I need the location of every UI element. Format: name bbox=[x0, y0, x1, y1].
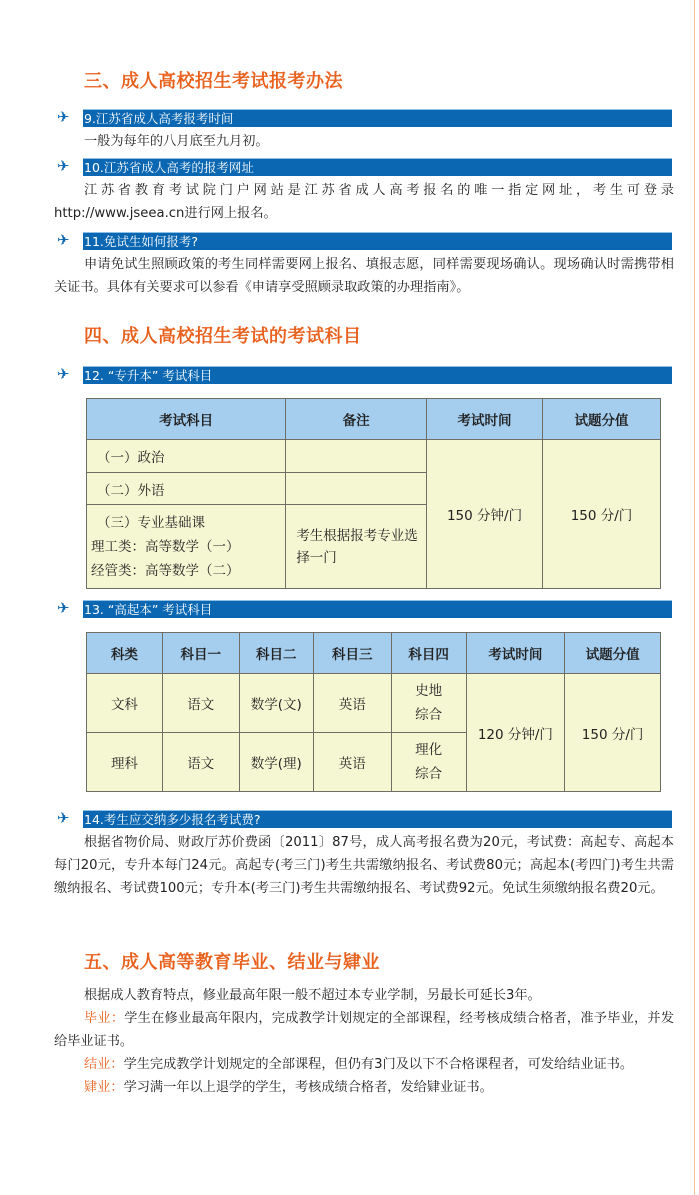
table-header: 试题分值 bbox=[565, 633, 661, 674]
subject4-cell bbox=[391, 674, 466, 733]
subject1-cell: 语文 bbox=[162, 733, 239, 792]
airplane-arrow-icon: ✈ bbox=[57, 157, 70, 175]
subject-cell bbox=[87, 505, 286, 589]
note-cell bbox=[286, 440, 427, 473]
table-header: 科目二 bbox=[239, 633, 313, 674]
table-header: 科类 bbox=[87, 633, 163, 674]
airplane-arrow-icon: ✈ bbox=[57, 809, 70, 827]
time-cell: 150 分钟/门 bbox=[427, 440, 543, 589]
question-bar-9 bbox=[83, 109, 672, 127]
question-label: 11.免试生如何报考? bbox=[84, 234, 199, 249]
question-label: 9.江苏省成人高考报考时间 bbox=[84, 111, 234, 126]
table-header: 考试时间 bbox=[427, 399, 543, 440]
answer-10: 江苏省教育考试院门户网站是江苏省成人高考报名的唯一指定网址，考生可登录http://www.jseea.cn进行网上报名。 bbox=[54, 183, 674, 221]
section-title-4: 四、成人高校招生考试的考试科目 bbox=[84, 326, 362, 347]
table-header: 考试时间 bbox=[466, 633, 565, 674]
subject-line: 理工类：高等数学（一） bbox=[91, 538, 240, 555]
table-header: 考试科目 bbox=[87, 399, 286, 440]
table-row bbox=[87, 440, 661, 473]
question-bar-14 bbox=[83, 810, 672, 828]
category-cell: 文科 bbox=[87, 674, 163, 733]
section-title-5: 五、成人高等教育毕业、结业与肄业 bbox=[84, 952, 380, 973]
question-bar-13 bbox=[83, 600, 672, 618]
airplane-arrow-icon: ✈ bbox=[57, 599, 70, 617]
table-header: 科目一 bbox=[162, 633, 239, 674]
question-label: 10.江苏省成人高考的报考网址 bbox=[84, 160, 254, 175]
graduation-item-complete bbox=[54, 1053, 674, 1076]
subject-line: （三）专业基础课 bbox=[97, 514, 205, 531]
item-lead: 毕业： bbox=[84, 1011, 125, 1026]
question-bar-11 bbox=[83, 232, 672, 250]
subject-cell: （二）外语 bbox=[87, 473, 286, 505]
item-text: 学习满一年以上退学的学生，考核成绩合格者，发给肄业证书。 bbox=[123, 1080, 493, 1095]
graduation-intro: 根据成人教育特点，修业最高年限一般不超过本专业学制，另最长可延长3年。 bbox=[84, 988, 541, 1003]
subject3-cell: 英语 bbox=[313, 674, 391, 733]
table-zhuanshengben bbox=[86, 398, 661, 589]
section-title-3: 三、成人高校招生考试报考办法 bbox=[84, 71, 343, 92]
subject4-line: 综合 bbox=[415, 766, 443, 782]
question-label: 13. “高起本” 考试科目 bbox=[84, 602, 213, 617]
time-cell: 120 分钟/门 bbox=[466, 674, 565, 792]
item-text: 学生在修业最高年限内，完成教学计划规定的全部课程，经考核成绩合格者，准予毕业，并发给毕业证书。 bbox=[54, 1011, 675, 1049]
score-cell: 150 分/门 bbox=[565, 674, 661, 792]
category-cell: 理科 bbox=[87, 733, 163, 792]
question-bar-12 bbox=[83, 366, 672, 384]
answer-9: 一般为每年的八月底至九月初。 bbox=[84, 134, 269, 149]
question-bar-10 bbox=[83, 158, 672, 176]
subject-cell: （一）政治 bbox=[87, 440, 286, 473]
question-label: 12. “专升本” 考试科目 bbox=[84, 368, 213, 383]
page-edge-line bbox=[694, 0, 695, 1195]
airplane-arrow-icon: ✈ bbox=[57, 231, 70, 249]
table-header: 科目三 bbox=[313, 633, 391, 674]
note-cell bbox=[286, 473, 427, 505]
answer-14: 根据省物价局、财政厅苏价费函〔2011〕87号，成人高考报名费为20元，考试费：高起专、高起本每门20元，专升本每门24元。高起专(考三门)考生共需缴纳报名、考试费80元；高起本(考四门)考生共需缴纳报名、考试费100元；专升本(考三门)考生共需缴纳报名、考试费92元。免试生须缴纳报名费20元。 bbox=[54, 835, 674, 896]
subject3-cell: 英语 bbox=[313, 733, 391, 792]
table-gaoqiben bbox=[86, 632, 661, 792]
item-lead: 肄业： bbox=[84, 1080, 124, 1095]
airplane-arrow-icon: ✈ bbox=[57, 365, 70, 383]
airplane-arrow-icon: ✈ bbox=[57, 108, 70, 126]
note-cell: 考生根据报考专业选择一门 bbox=[286, 505, 427, 589]
item-text: 学生完成教学计划规定的全部课程，但仍有3门及以下不合格课程者，可发给结业证书。 bbox=[123, 1057, 634, 1072]
subject4-line: 史地 bbox=[415, 683, 443, 699]
graduation-item-graduate bbox=[54, 1007, 674, 1053]
subject4-cell bbox=[391, 733, 466, 792]
subject4-line: 综合 bbox=[415, 707, 443, 723]
graduation-item-withdraw bbox=[54, 1076, 674, 1099]
answer-11: 申请免试生照顾政策的考生同样需要网上报名、填报志愿，同样需要现场确认。现场确认时需携带相关证书。具体有关要求可以参看《申请享受照顾录取政策的办理指南》。 bbox=[54, 257, 674, 295]
subject2-cell: 数学(理) bbox=[239, 733, 313, 792]
subject-line: 经管类：高等数学（二） bbox=[91, 562, 240, 579]
subject1-cell: 语文 bbox=[162, 674, 239, 733]
score-cell: 150 分/门 bbox=[543, 440, 661, 589]
item-lead: 结业： bbox=[84, 1057, 124, 1072]
table-header: 备注 bbox=[286, 399, 427, 440]
table-row bbox=[87, 674, 661, 733]
table-header: 试题分值 bbox=[543, 399, 661, 440]
subject2-cell: 数学(文) bbox=[239, 674, 313, 733]
subject4-line: 理化 bbox=[415, 742, 443, 758]
table-header: 科目四 bbox=[391, 633, 466, 674]
question-label: 14.考生应交纳多少报名考试费? bbox=[84, 812, 261, 827]
